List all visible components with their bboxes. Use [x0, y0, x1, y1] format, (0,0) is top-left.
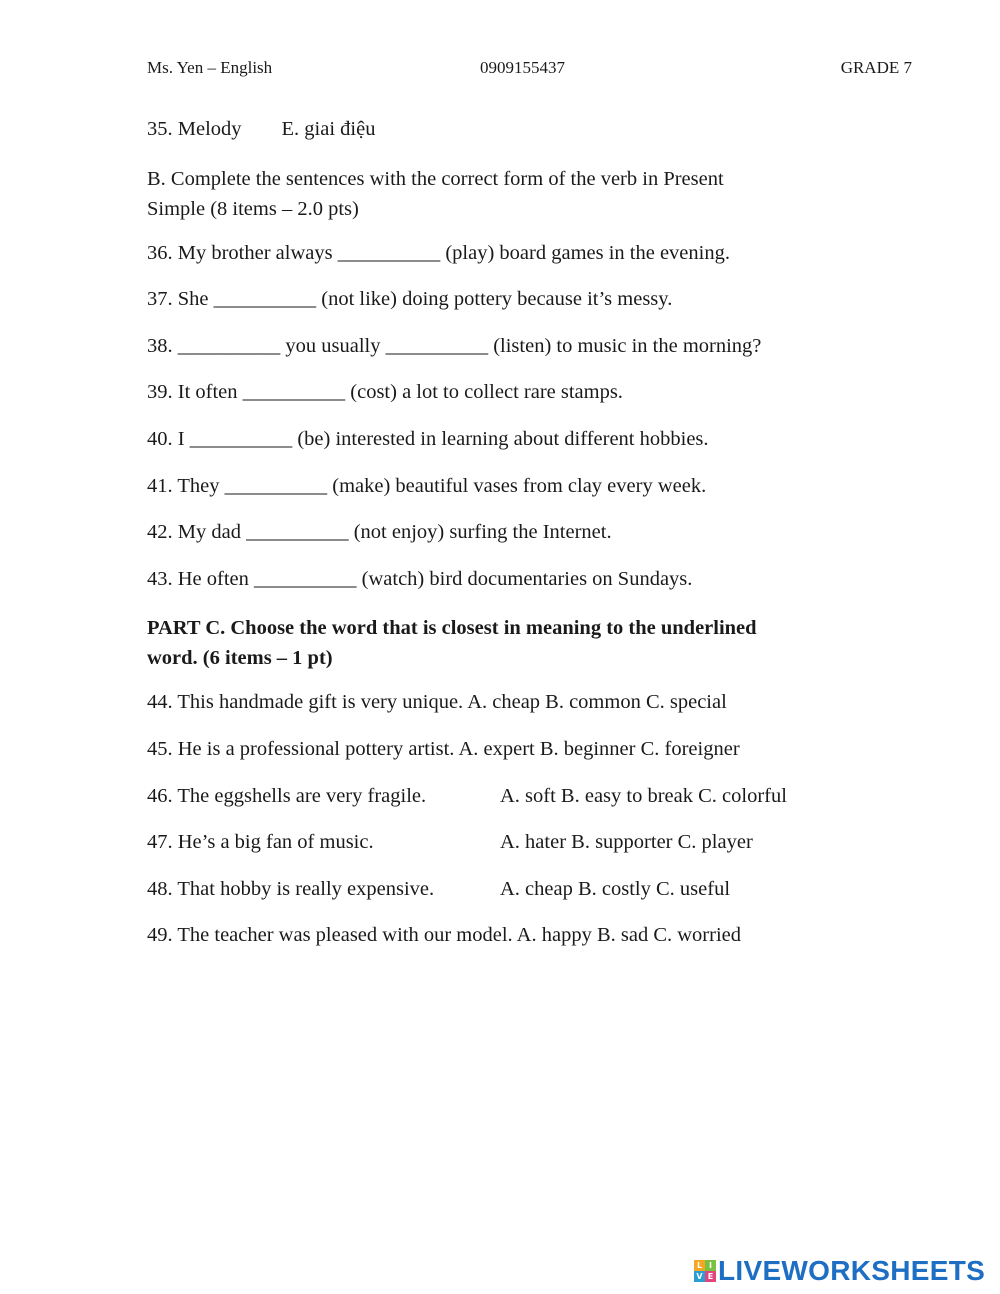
- vocab-item-35: [147, 117, 847, 141]
- section-b-instruction: [147, 164, 847, 224]
- question-43: 43. He often __________ (watch) bird documentaries on Sundays.: [147, 567, 693, 590]
- section-c-title-line2: word. (6 items – 1 pt): [147, 647, 333, 670]
- question-44: [147, 690, 847, 714]
- question-text: 49. The teacher was pleased with our model.: [147, 924, 513, 947]
- question-text: 48. That hobby is really expensive.: [147, 877, 435, 900]
- page-header: [147, 58, 912, 82]
- logo-badge-icon: L I V E: [694, 1260, 716, 1282]
- answer-options: A. hater B. supporter C. player: [500, 831, 753, 854]
- question-47: [147, 830, 847, 854]
- question-text: 46. The eggshells are very fragile.: [147, 784, 427, 807]
- liveworksheets-logo[interactable]: [694, 1255, 986, 1286]
- question-37: 37. She __________ (not like) doing pottery because it’s messy.: [147, 288, 673, 311]
- question-41: 41. They __________ (make) beautiful vases from clay every week.: [147, 474, 707, 497]
- section-c-title: [147, 613, 847, 673]
- question-36: 36. My brother always __________ (play) board games in the evening.: [147, 241, 730, 264]
- answer-options: A. expert B. beginner C. foreigner: [458, 737, 740, 760]
- question-text: 47. He’s a big fan of music.: [147, 831, 374, 854]
- question-text: 44. This handmade gift is very unique.: [147, 691, 464, 714]
- phone-number: 0909155437: [480, 58, 565, 77]
- vocab-word: 35. Melody: [147, 118, 242, 140]
- section-c-title-line1: PART C. Choose the word that is closest in meaning to the underlined: [147, 617, 757, 640]
- teacher-name: Ms. Yen – English: [147, 58, 273, 77]
- question-48: [147, 877, 847, 901]
- answer-options: A. soft B. easy to break C. colorful: [500, 784, 787, 807]
- grade-label: GRADE 7: [840, 58, 912, 77]
- answer-options: A. cheap B. common C. special: [467, 691, 727, 714]
- question-40: 40. I __________ (be) interested in learning about different hobbies.: [147, 427, 709, 450]
- question-46: [147, 784, 847, 808]
- section-b-instruction-line1: B. Complete the sentences with the correct form of the verb in Present: [147, 167, 724, 190]
- question-39: 39. It often __________ (cost) a lot to collect rare stamps.: [147, 381, 623, 404]
- question-45: [147, 737, 847, 761]
- question-42: 42. My dad __________ (not enjoy) surfing the Internet.: [147, 521, 612, 544]
- answer-options: A. happy B. sad C. worried: [516, 924, 742, 947]
- question-38: 38. __________ you usually __________ (listen) to music in the morning?: [147, 334, 762, 357]
- worksheet-body: [147, 117, 847, 970]
- question-text: 45. He is a professional pottery artist.: [147, 737, 455, 760]
- vocab-meaning: E. giai điệu: [281, 118, 376, 140]
- logo-text: LIVEWORKSHEETS: [718, 1255, 986, 1286]
- section-b-instruction-line2: Simple (8 items – 2.0 pts): [147, 197, 359, 220]
- answer-options: A. cheap B. costly C. useful: [500, 877, 731, 900]
- question-49: [147, 923, 847, 947]
